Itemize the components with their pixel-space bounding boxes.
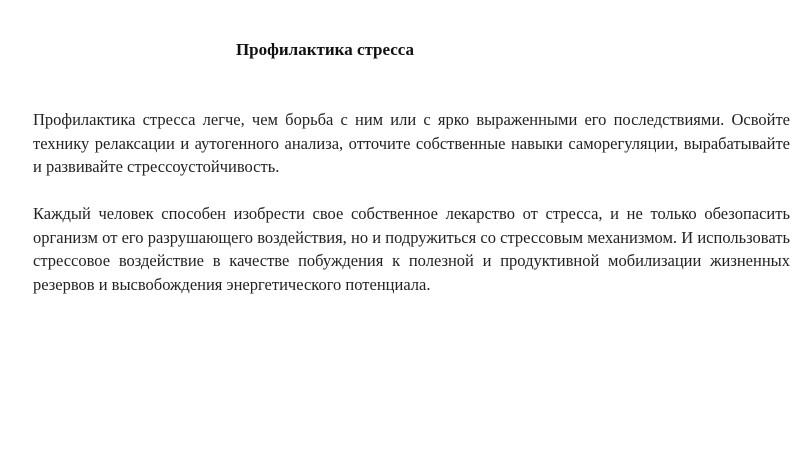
paragraph-own-remedy: Каждый человек способен изобрести свое собственное лекарство от стресса, и не только обезопасить организм от его разрушающего воздействия, но и подружиться со стрессовым механизмом. И использовать стрессовое воздействие в качестве побуждения к полезной и продуктивной мобилизации жизненных резервов и высвобождения энергетического потенциала. xyxy=(33,204,790,294)
paragraph-prevention: Профилактика стресса легче, чем борьба с ним или с ярко выраженными его последствиями. Освойте технику релаксации и аутогенного анализа, отточите собственные навыки саморегуляции, вырабатывайте и развивайте стрессоустойчивость. xyxy=(33,110,790,176)
slide-title: Профилактика стресса xyxy=(235,40,415,59)
slide-body xyxy=(33,108,790,296)
